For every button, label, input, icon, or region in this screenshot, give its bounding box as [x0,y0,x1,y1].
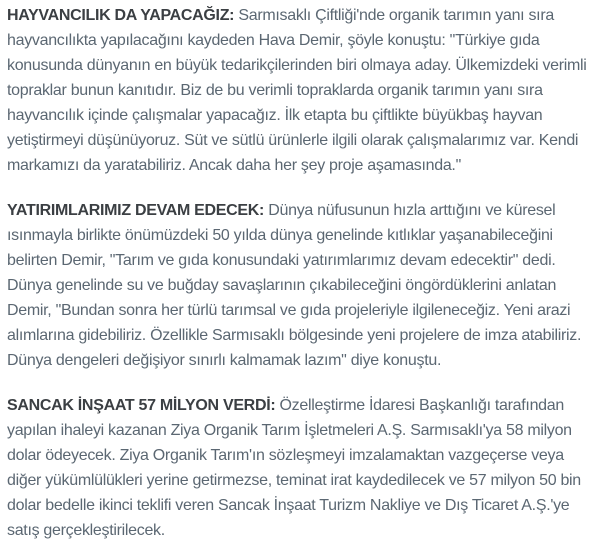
article-paragraph [7,393,599,543]
paragraph-lead: HAYVANCILIK DA YAPACAĞIZ: [7,7,235,24]
paragraph-lead: YATIRIMLARIMIZ DEVAM EDECEK: [7,202,265,219]
paragraph-lead: SANCAK İNŞAAT 57 MİLYON VERDİ: [7,397,276,414]
paragraph-text: Dünya nüfusunun hızla arttığını ve küresel ısınmayla birlikte önümüzdeki 50 yılda dünya genelinde kıtlıklar yaşanabileceğini belirten Demir, "Tarım ve gıda konusundaki yatırımlarımız devam edecektir" dedi. Dünya genelinde su ve buğday savaşlarının çıkabileceğini öngördüklerini anlatan Demir, "Bundan sonra her türlü tarımsal ve gıda projeleriyle ilgileneceğiz. Yeni arazi alımlarına gidebiliriz. Özellikle Sarmısaklı bölgesinde yeni projelere de imza atabiliriz. Dünya dengeleri değişiyor sınırlı kalmamak lazım" diye konuştu. [7,202,582,369]
article-paragraph [7,3,599,178]
paragraph-text: Özelleştirme İdaresi Başkanlığı tarafından yapılan ihaleyi kazanan Ziya Organik Tarım İşletmeleri A.Ş. Sarmısaklı'ya 58 milyon dolar ödeyecek. Ziya Organik Tarım'ın sözleşmeyi imzalamaktan vazgeçerse veya diğer yükümlülükleri yerine getirmezse, teminat irat kaydedilecek ve 57 milyon 50 bin dolar bedelle ikinci teklifi veren Sancak İnşaat Turizm Nakliye ve Dış Ticaret A.Ş.'ye satış gerçekleştirilecek. [7,397,581,539]
paragraph-text: Sarmısaklı Çiftliği'nde organik tarımın yanı sıra hayvancılıkta yapılacağını kaydeden Hava Demir, şöyle konuştu: "Türkiye gıda konusunda dünyanın en büyük tedarikçilerinden biri olmaya aday. Ülkemizdeki verimli topraklar bunun kanıtıdır. Biz de bu verimli topraklarda organik tarımın yanı sıra hayvancılık içinde çalışmalar yapacağız. İlk etapta bu çiftlikte büyükbaş hayvan yetiştirmeyi düşünüyoruz. Süt ve sütlü ürünlerle ilgili olarak çalışmalarımız var. Kendi markamızı da yaratabiliriz. Ancak daha her şey proje aşamasında." [7,7,587,174]
article-paragraph [7,198,599,373]
